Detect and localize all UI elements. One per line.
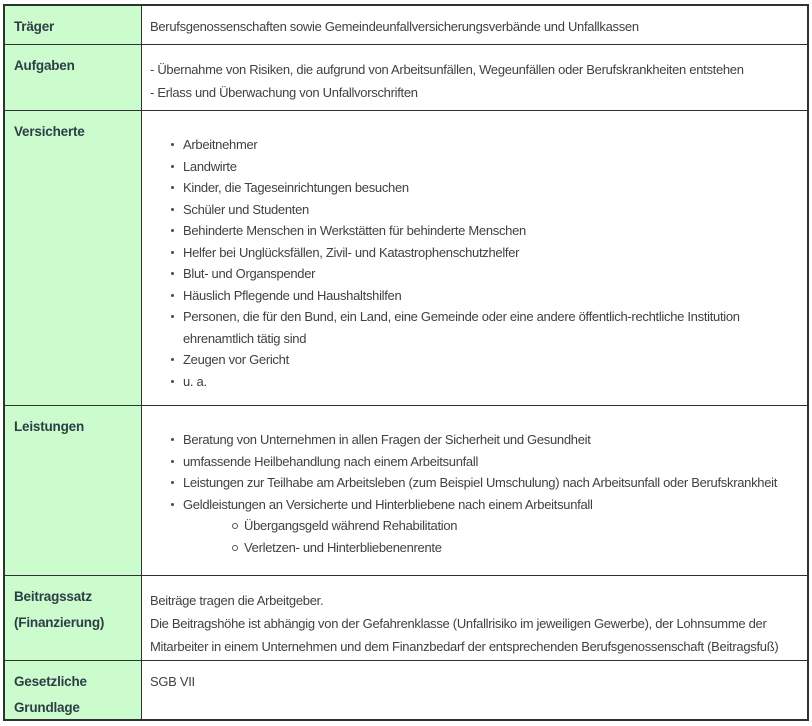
list-item	[171, 134, 803, 156]
gesetzliche-grundlage-text: SGB VII	[150, 674, 195, 689]
gesetzliche-grundlage-content	[142, 661, 807, 719]
beitragssatz-line-1: Beiträge tragen die Arbeitgeber.	[150, 593, 324, 608]
versicherte-list	[150, 111, 803, 392]
row-label-traeger: Träger	[5, 6, 142, 44]
list-item-text: Geldleistungen an Versicherte und Hinterbliebene nach einem Arbeitsunfall	[183, 496, 593, 512]
list-item-text: Behinderte Menschen in Werkstätten für behinderte Menschen	[183, 223, 526, 238]
bullet-icon	[171, 143, 174, 146]
sub-bullet-icon	[232, 523, 238, 529]
list-item	[171, 177, 803, 199]
traeger-content	[142, 6, 807, 44]
list-item	[171, 472, 803, 494]
aufgaben-line-2: - Erlass und Überwachung von Unfallvorschriften	[150, 85, 418, 100]
list-item-text: u. a.	[183, 373, 207, 389]
list-item-text: Beratung von Unternehmen in allen Fragen der Sicherheit und Gesundheit	[183, 432, 591, 447]
table-row-aufgaben	[5, 44, 807, 110]
row-label-aufgaben: Aufgaben	[5, 45, 142, 110]
list-item	[171, 494, 803, 516]
table-row-beitragssatz	[5, 575, 807, 660]
list-item-text: Personen, die für den Bund, ein Land, eine Gemeinde oder eine andere öffentlich-rechtliche Institution ehrenamtlich tätig sind	[183, 309, 740, 346]
bullet-icon	[171, 251, 174, 254]
list-item-text: Schüler und Studenten	[183, 201, 309, 217]
table-row-versicherte	[5, 110, 807, 405]
list-item	[171, 220, 803, 242]
list-item-text: Arbeitnehmer	[183, 137, 258, 152]
list-item-text: umfassende Heilbehandlung nach einem Arbeitsunfall	[183, 453, 479, 469]
beitragssatz-content	[142, 576, 807, 660]
leistungen-content	[142, 406, 807, 575]
bullet-icon	[171, 229, 174, 232]
list-item-text: Häuslich Pflegende und Haushaltshilfen	[183, 287, 402, 303]
sub-list-item-text: Verletzen- und Hinterbliebenenrente	[244, 539, 442, 555]
list-item	[171, 371, 803, 393]
row-label-leistungen: Leistungen	[5, 406, 142, 575]
bullet-icon	[171, 481, 174, 484]
list-item	[171, 451, 803, 473]
list-item	[171, 429, 803, 451]
aufgaben-line-1: - Übernahme von Risiken, die aufgrund von Arbeitsunfällen, Wegeunfällen oder Berufskrankheiten entstehen	[150, 62, 744, 77]
traeger-text: Berufsgenossenschaften sowie Gemeindeunfallversicherungsverbände und Unfallkassen	[150, 19, 639, 34]
list-item	[171, 156, 803, 178]
bullet-icon	[171, 272, 174, 275]
list-item	[171, 242, 803, 264]
list-item-text: Blut- und Organspender	[183, 266, 316, 281]
list-item	[171, 306, 803, 349]
row-label-gesetzliche-grundlage: Gesetzliche Grundlage	[5, 661, 142, 719]
bullet-icon	[171, 315, 174, 318]
sub-bullet-icon	[232, 545, 238, 551]
list-item-text: Helfer bei Unglücksfällen, Zivil- und Katastrophenschutzhelfer	[183, 244, 520, 260]
list-item	[171, 199, 803, 221]
table-row-traeger	[5, 6, 807, 44]
row-label-versicherte: Versicherte	[5, 111, 142, 405]
sub-list-item-text: Übergangsgeld während Rehabilitation	[244, 518, 458, 533]
bullet-icon	[171, 294, 174, 297]
list-item-text: Zeugen vor Gericht	[183, 352, 289, 367]
sub-list-item	[232, 537, 803, 559]
list-item	[171, 263, 803, 285]
bullet-icon	[171, 165, 174, 168]
bullet-icon	[171, 208, 174, 211]
sub-list-item	[232, 515, 803, 537]
versicherte-content	[142, 111, 807, 405]
leistungen-sub-list	[150, 515, 803, 558]
table-row-gesetzliche-grundlage	[5, 660, 807, 719]
aufgaben-content	[142, 45, 807, 110]
leistungen-list	[150, 406, 803, 515]
list-item-text: Landwirte	[183, 158, 237, 174]
row-label-beitragssatz: Beitragssatz (Finanzierung)	[5, 576, 142, 660]
list-item	[171, 285, 803, 307]
bullet-icon	[171, 503, 174, 506]
list-item-text: Kinder, die Tageseinrichtungen besuchen	[183, 180, 409, 195]
beitragssatz-line-2: Die Beitragshöhe ist abhängig von der Gefahrenklasse (Unfallrisiko im jeweiligen Gewerbe), der Lohnsumme der Mitarbeiter in einem Unternehmen und dem Finanzbedarf der entsprechenden Berufsgenossenschaft (Beitragsfuß)	[150, 616, 779, 654]
bullet-icon	[171, 186, 174, 189]
bullet-icon	[171, 358, 174, 361]
insurance-info-table	[3, 4, 809, 721]
list-item	[171, 349, 803, 371]
list-item-text: Leistungen zur Teilhabe am Arbeitsleben (zum Beispiel Umschulung) nach Arbeitsunfall oder Berufskrankheit	[183, 475, 778, 490]
table-row-leistungen	[5, 405, 807, 575]
bullet-icon	[171, 380, 174, 383]
bullet-icon	[171, 438, 174, 441]
bullet-icon	[171, 460, 174, 463]
